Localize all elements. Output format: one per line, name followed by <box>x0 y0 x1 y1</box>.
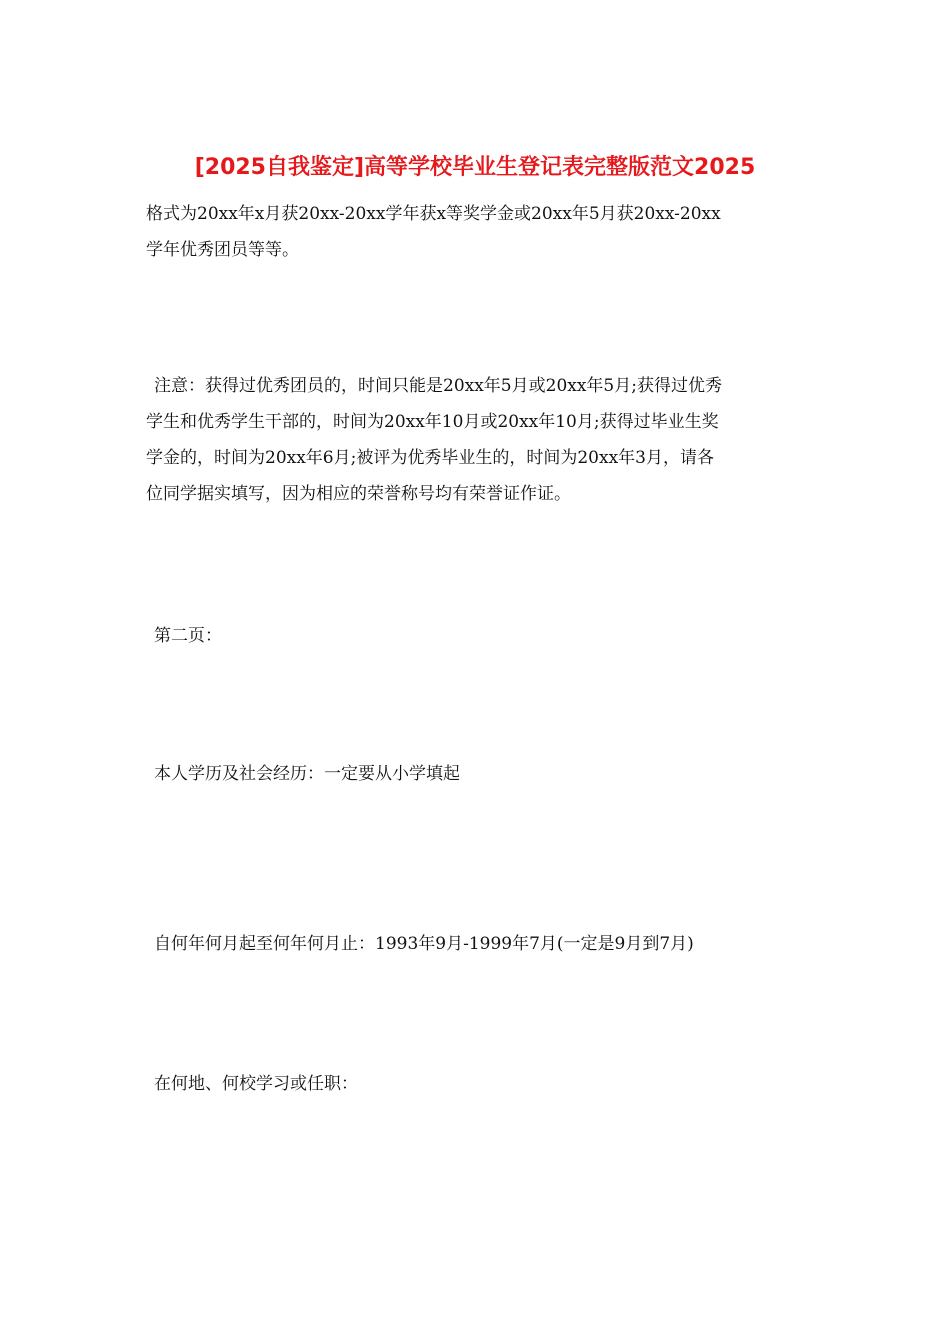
page-two-text: 第二页： <box>154 626 222 646</box>
school-location-text: 在何地、何校学习或任职： <box>154 1074 358 1094</box>
format-note-paragraph <box>146 196 816 268</box>
document-title: [2025自我鉴定]高等学校毕业生登记表完整版范文2025 <box>194 155 756 180</box>
attention-line-4: 位同学据实填写，因为相应的荣誉称号均有荣誉证作证。 <box>146 484 571 504</box>
format-note-line-1: 格式为20xx年x月获20xx-20xx学年获x等奖学金或20xx年5月获20xx-20xx <box>146 204 721 224</box>
education-history-paragraph <box>146 756 816 792</box>
education-history-text: 本人学历及社会经历：一定要从小学填起 <box>154 764 460 784</box>
date-range-paragraph <box>146 926 816 962</box>
format-note-line-2: 学年优秀团员等等。 <box>146 240 299 260</box>
attention-line-3: 学金的，时间为20xx年6月;被评为优秀毕业生的，时间为20xx年3月，请各 <box>146 448 714 468</box>
page-two-heading <box>146 618 816 654</box>
attention-line-2: 学生和优秀学生干部的，时间为20xx年10月或20xx年10月;获得过毕业生奖 <box>146 412 719 432</box>
attention-paragraph <box>146 368 816 512</box>
school-location-paragraph <box>146 1066 816 1102</box>
date-range-text: 自何年何月起至何年何月止：1993年9月-1999年7月(一定是9月到7月) <box>154 934 694 954</box>
attention-line-1: 注意：获得过优秀团员的，时间只能是20xx年5月或20xx年5月;获得过优秀 <box>154 376 722 396</box>
